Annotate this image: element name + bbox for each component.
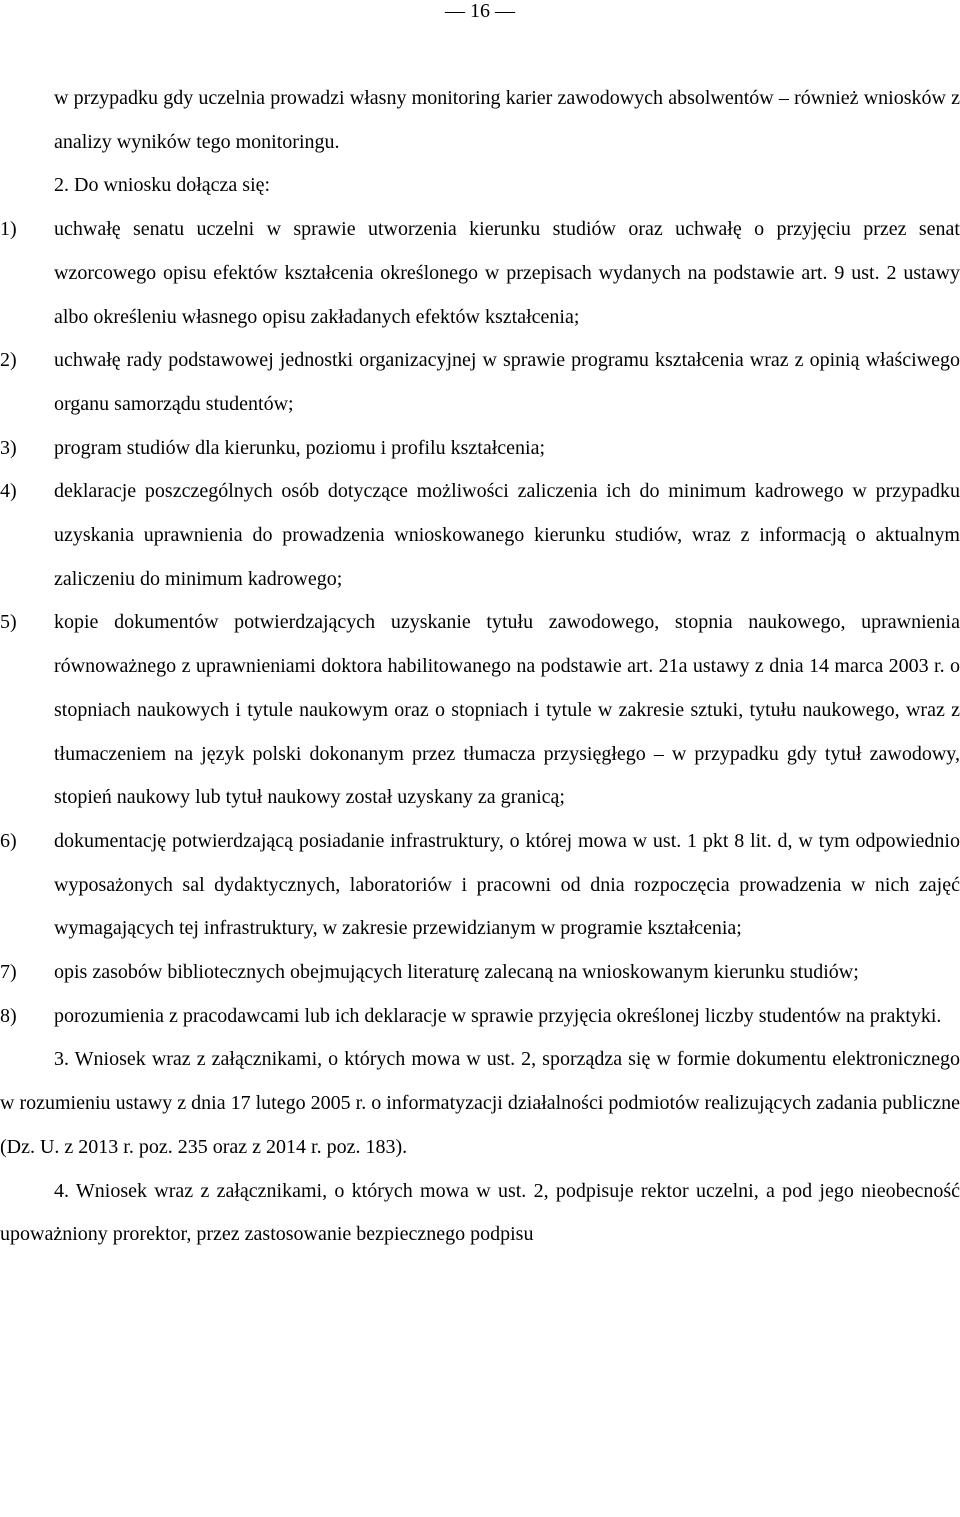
point-4: 4. Wniosek wraz z załącznikami, o których mowa w ust. 2, podpisuje rektor uczelni, a pod jego nieobecność upoważniony prorektor, przez zastosowanie bezpiecznego podpisu [0, 1179, 960, 1246]
list-item-text: program studiów dla kierunku, poziomu i profilu kształcenia; [54, 436, 545, 459]
list-item-text: opis zasobów bibliotecznych obejmujących literaturę zalecaną na wnioskowanym kierunku studiów; [54, 961, 859, 984]
point-3: 3. Wniosek wraz z załącznikami, o których mowa w ust. 2, sporządza się w formie dokumentu elektronicznego w rozumieniu ustawy z dnia 17 lutego 2005 r. o informatyzacji działalności podmiotów realizujących zadania publiczne (Dz. U. z 2013 r. poz. 235 oraz z 2014 r. poz. 183). [0, 1048, 960, 1158]
list-item-text: dokumentację potwierdzającą posiadanie infrastruktury, o której mowa w ust. 1 pkt 8 lit. d, w tym odpowiednio wyposażonych sal dydaktycznych, laboratoriów i pracowni od dnia rozpoczęcia prowadzenia w nich zajęć wymagających tej infrastruktury, w zakresie przewidzianym w programie kształcenia; [54, 829, 960, 940]
intro-continuation: w przypadku gdy uczelnia prowadzi własny monitoring karier zawodowych absolwentów – również wniosków z analizy wyników tego monitoringu. [54, 87, 960, 153]
list-item [0, 601, 960, 820]
list-item-text: deklaracje poszczególnych osób dotyczące możliwości zaliczenia ich do minimum kadrowego w przypadku uzyskania uprawnienia do prowadzenia wnioskowanego kierunku studiów, wraz z informacją o aktualnym zaliczeniu do minimum kadrowego; [54, 480, 960, 590]
list-item-text: porozumienia z pracodawcami lub ich deklaracje w sprawie przyjęcia określonej liczby studentów na praktyki. [54, 1004, 942, 1027]
list-item [0, 951, 960, 995]
list-item [0, 208, 960, 339]
page-number: — 16 — [445, 0, 515, 22]
list-item-number: 5) [0, 611, 17, 634]
list-item [0, 820, 960, 951]
list-item-number: 1) [0, 218, 17, 241]
list-item-number: 7) [0, 961, 17, 984]
list-item-number: 2) [0, 349, 17, 372]
list-item [0, 470, 960, 601]
list-item [0, 339, 960, 426]
list-item-number: 8) [0, 1004, 17, 1027]
document-body [0, 77, 960, 1257]
list-item [0, 427, 960, 471]
list-item-text: kopie dokumentów potwierdzających uzyskanie tytułu zawodowego, stopnia naukowego, uprawnienia równoważnego z uprawnieniami doktora habilitowanego na podstawie art. 21a ustawy z dnia 14 marca 2003 r. o stopniach naukowych i tytule naukowym oraz o stopniach i tytule w zakresie sztuki, tytułu naukowego, wraz z tłumaczeniem na język polski dokonanym przez tłumacza przysięgłego – w przypadku gdy tytuł zawodowy, stopień naukowy lub tytuł naukowy został uzyskany za granicą; [54, 611, 960, 809]
list-item-number: 4) [0, 480, 17, 503]
list-item-number: 3) [0, 436, 17, 459]
list-item-text: uchwałę senatu uczelni w sprawie utworzenia kierunku studiów oraz uchwałę o przyjęciu przez senat wzorcowego opisu efektów kształcenia określonego w przepisach wydanych na podstawie art. 9 ust. 2 ustawy albo określeniu własnego opisu zakładanych efektów kształcenia; [54, 218, 960, 328]
list-item-number: 6) [0, 829, 17, 852]
list-item-text: uchwałę rady podstawowej jednostki organizacyjnej w sprawie programu kształcenia wraz z opinią właściwego organu samorządu studentów; [54, 349, 960, 415]
list-item [0, 995, 960, 1039]
point-2-heading: 2. Do wniosku dołącza się: [54, 174, 271, 197]
